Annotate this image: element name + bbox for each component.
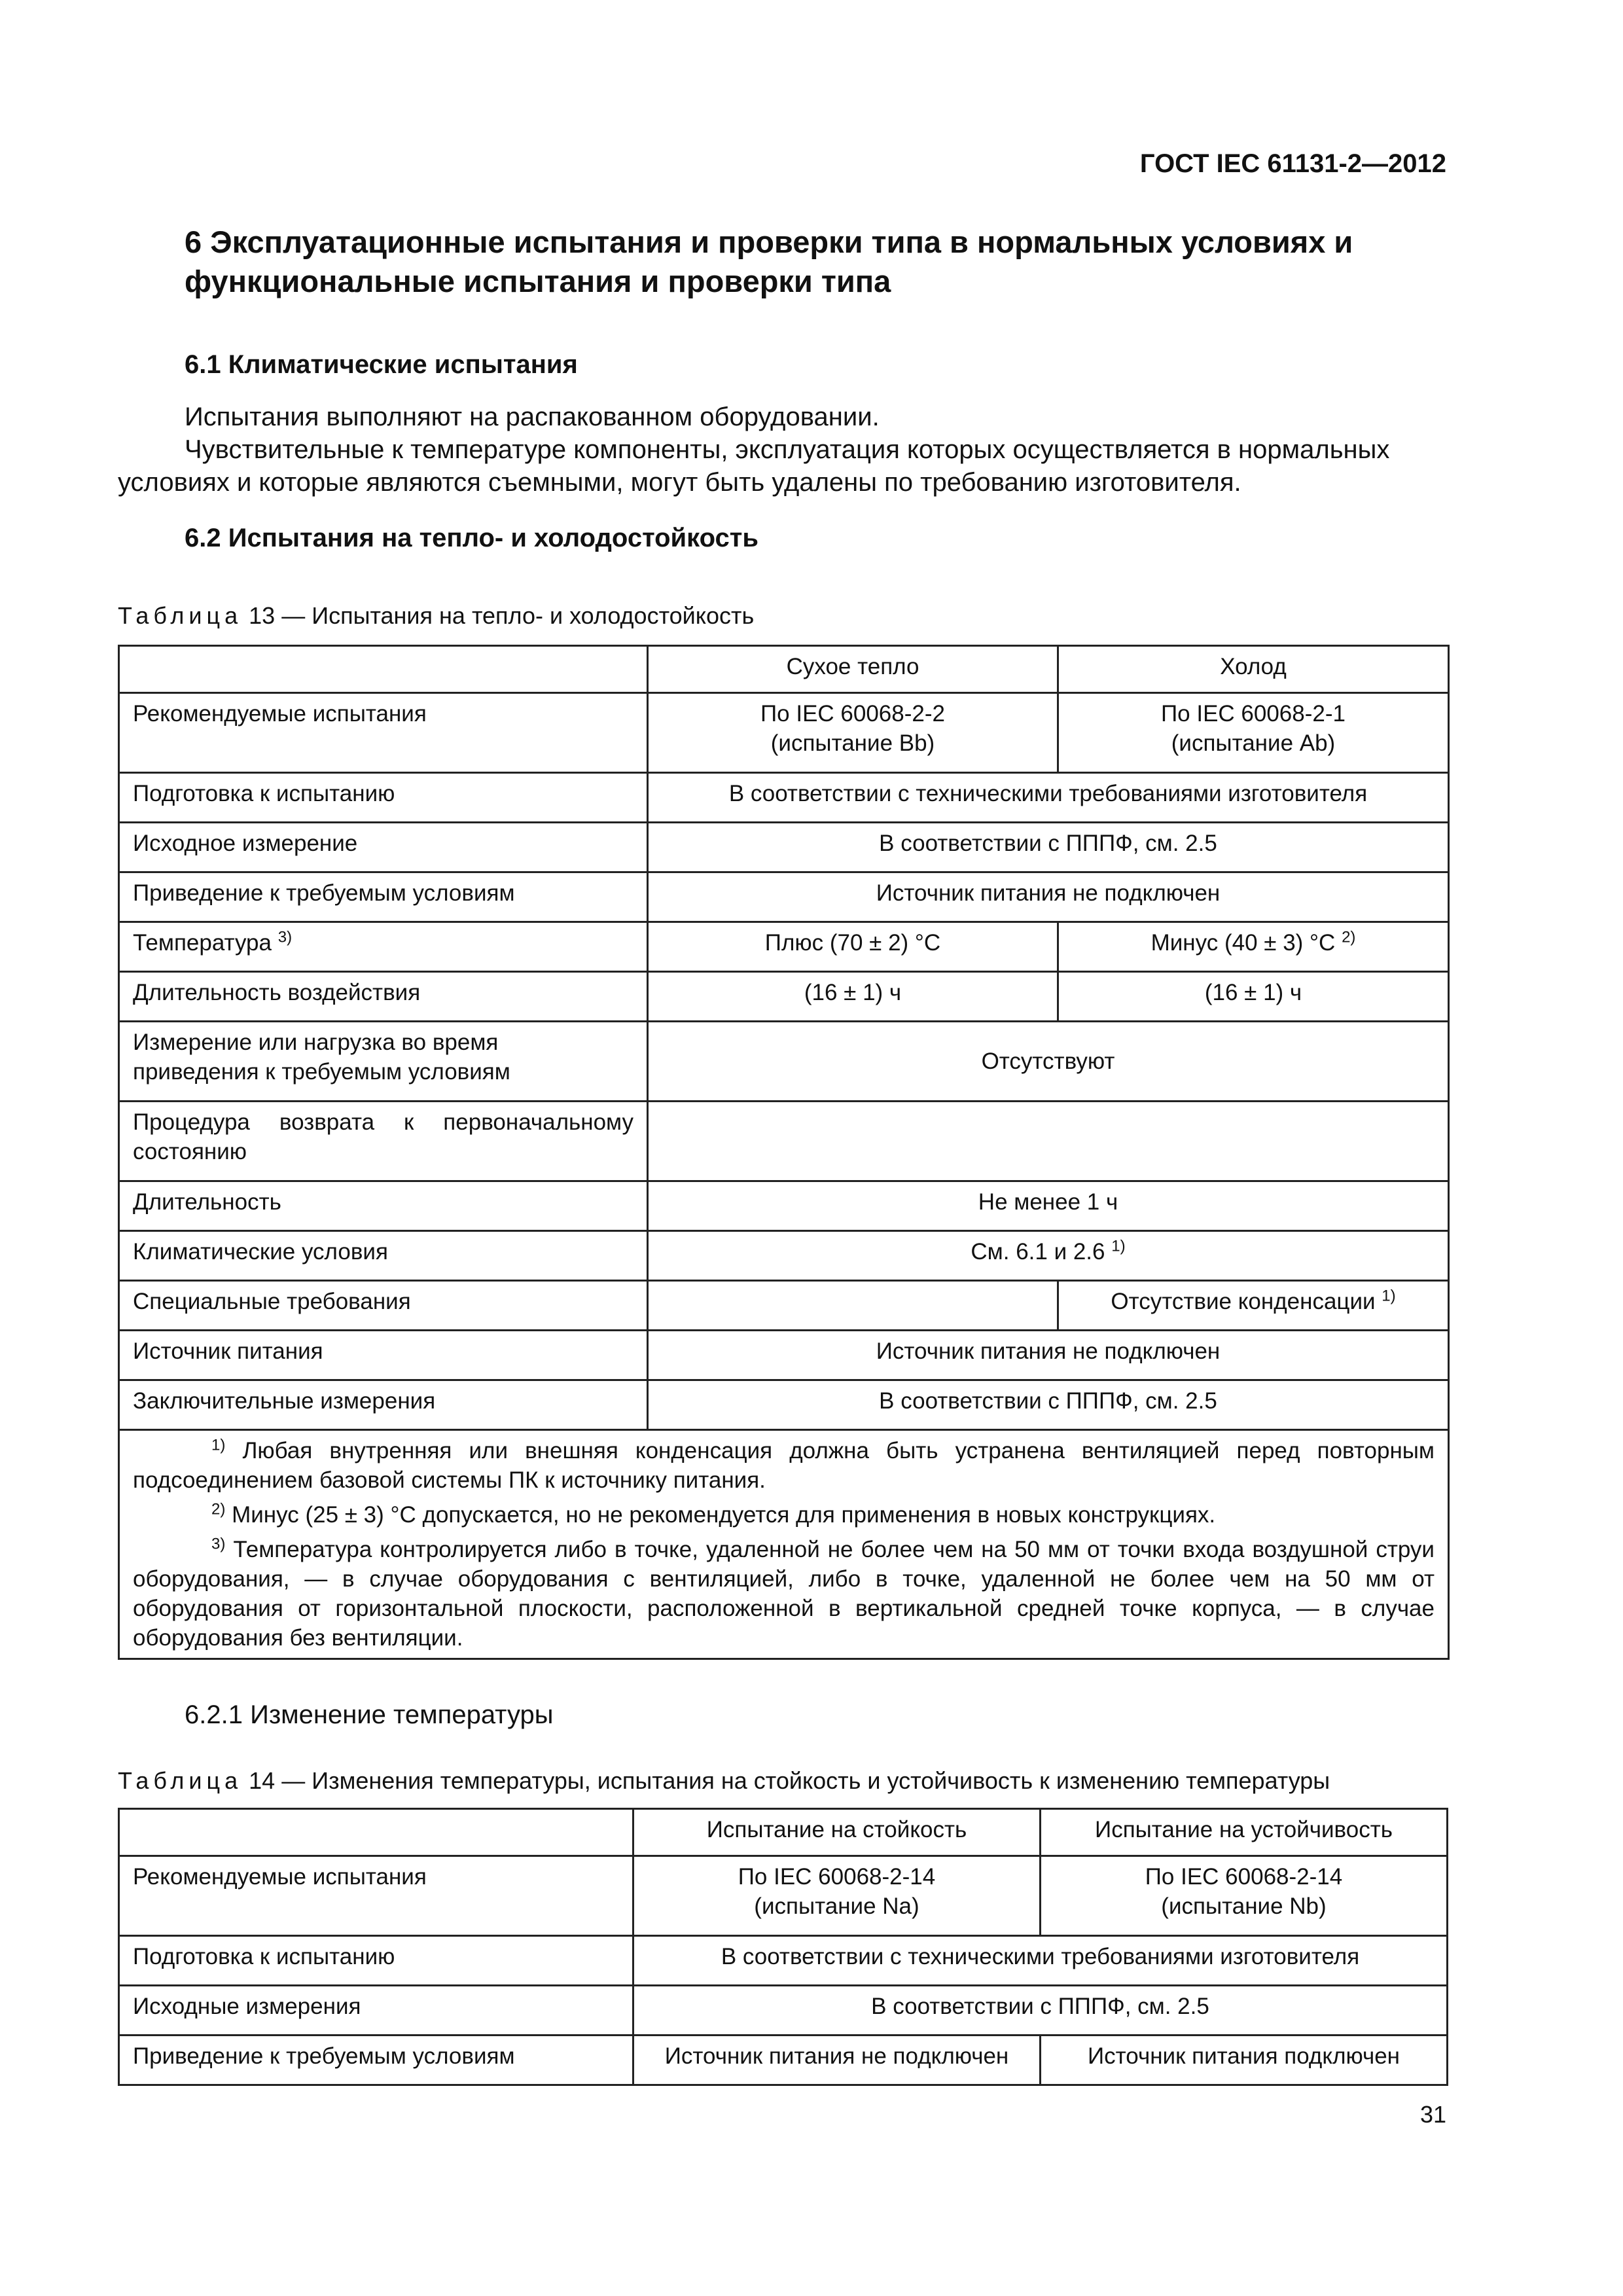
table-cell: В соответствии с ПППФ, см. 2.5: [648, 823, 1449, 872]
paragraph-6-1-1: Испытания выполняют на распакованном оборудовании.: [185, 403, 880, 431]
table-notes-row: [119, 1430, 1449, 1659]
table-14-caption-text: 14 — Изменения температуры, испытания на стойкость и устойчивость к изменению температуры: [242, 1767, 1330, 1794]
column-header-endurance: Испытание на стойкость: [633, 1809, 1041, 1856]
table-row: [119, 1022, 1449, 1102]
footnote-1: [133, 1436, 1435, 1495]
table-row: [119, 646, 1449, 693]
table-13-caption-text: 13 — Испытания на тепло- и холодостойкость: [242, 602, 755, 629]
table-cell-empty: [119, 646, 648, 693]
row-label: [119, 922, 648, 972]
table-row: [119, 1380, 1449, 1430]
label-text: Температура: [133, 930, 272, 956]
label-line: Измерение или нагрузка во время: [133, 1030, 499, 1055]
table-cell: Источник питания не подключен: [648, 872, 1449, 922]
column-header-dry-heat: Сухое тепло: [648, 646, 1058, 693]
table-13-notes: [119, 1430, 1449, 1659]
row-label: Рекомендуемые испытания: [119, 693, 648, 773]
row-label: Заключительные измерения: [119, 1380, 648, 1430]
cell-line: По IEC 60068-2-14: [738, 1864, 936, 1890]
table-14-caption-word: Таблица: [118, 1767, 243, 1794]
table-row: [119, 773, 1449, 823]
row-label: Приведение к требуемым условиям: [119, 2036, 633, 2085]
footnote-ref: 1): [1111, 1237, 1126, 1255]
table-cell: В соответствии с ПППФ, см. 2.5: [648, 1380, 1449, 1430]
cell-text: Минус (40 ± 3) °С: [1150, 930, 1336, 956]
table-13-caption-word: Таблица: [118, 602, 243, 629]
table-row: [119, 1231, 1449, 1281]
table-cell: [633, 1856, 1041, 1936]
cell-text: Отсутствие конденсации: [1111, 1289, 1376, 1314]
table-cell: Отсутствуют: [648, 1022, 1449, 1102]
cell-line: (испытание Na): [754, 1893, 919, 1919]
table-row: [119, 1936, 1448, 1986]
cell-line: (испытание Ab): [1171, 730, 1336, 756]
table-row: [119, 2036, 1448, 2085]
table-cell: Не менее 1 ч: [648, 1181, 1449, 1231]
row-label: Подготовка к испытанию: [119, 1936, 633, 1986]
table-row: [119, 693, 1449, 773]
row-label: Специальные требования: [119, 1281, 648, 1331]
table-cell-empty: [119, 1809, 633, 1856]
table-row: [119, 1331, 1449, 1380]
footnote-mark: 1): [211, 1436, 226, 1454]
table-cell: Источник питания подключен: [1041, 2036, 1448, 2085]
cell-line: По IEC 60068-2-1: [1161, 701, 1346, 726]
cell-line: (испытание Bb): [770, 730, 935, 756]
page-number: 31: [1419, 2101, 1446, 2128]
table-row: [119, 1986, 1448, 2036]
table-cell: [1058, 922, 1449, 972]
table-cell-empty: [648, 1281, 1058, 1331]
table-cell: В соответствии с техническими требованиями изготовителя: [648, 773, 1449, 823]
footnote-3: [133, 1535, 1435, 1653]
table-row: [119, 872, 1449, 922]
table-13-caption: [118, 602, 754, 630]
table-row: [119, 823, 1449, 872]
cell-line: По IEC 60068-2-2: [760, 701, 945, 726]
footnote-mark: 2): [211, 1500, 226, 1518]
row-label: Подготовка к испытанию: [119, 773, 648, 823]
row-label: Рекомендуемые испытания: [119, 1856, 633, 1936]
table-cell-empty: [648, 1102, 1449, 1181]
table-row: [119, 972, 1449, 1022]
footnote-ref: 1): [1382, 1287, 1396, 1305]
table-cell: Источник питания не подключен: [633, 2036, 1041, 2085]
table-row: [119, 922, 1449, 972]
paragraph-6-1-2-line1: Чувствительные к температуре компоненты, эксплуатация которых осуществляется в нормальных: [185, 435, 1390, 464]
subsection-6-2-1-title: 6.2.1 Изменение температуры: [185, 1700, 554, 1729]
footnote-ref: 2): [1342, 928, 1356, 946]
column-header-stability: Испытание на устойчивость: [1041, 1809, 1448, 1856]
table-cell: В соответствии с ПППФ, см. 2.5: [633, 1986, 1448, 2036]
footnote-2: [133, 1500, 1435, 1530]
table-cell: [1058, 693, 1449, 773]
table-cell: В соответствии с техническими требованиями изготовителя: [633, 1936, 1448, 1986]
row-label: Длительность воздействия: [119, 972, 648, 1022]
label-line: состоянию: [133, 1139, 247, 1164]
table-row: [119, 1102, 1449, 1181]
row-label: Исходные измерения: [119, 1986, 633, 2036]
row-label: Длительность: [119, 1181, 648, 1231]
table-cell: [648, 1231, 1449, 1281]
table-row: [119, 1281, 1449, 1331]
section-title-line1: 6 Эксплуатационные испытания и проверки типа в нормальных условиях и: [185, 224, 1353, 259]
table-14-caption: [118, 1767, 1330, 1795]
footnote-text: Любая внутренняя или внешняя конденсация должна быть устранена вентиляцией перед повторным подсоединением базовой системы ПК к источнику питания.: [133, 1438, 1435, 1493]
row-label: Приведение к требуемым условиям: [119, 872, 648, 922]
table-cell: [1041, 1856, 1448, 1936]
table-row: [119, 1809, 1448, 1856]
footnote-text: Минус (25 ± 3) °С допускается, но не рекомендуется для применения в новых конструкциях.: [232, 1502, 1216, 1528]
footnote-ref: 3): [277, 928, 293, 946]
table-cell: Источник питания не подключен: [648, 1331, 1449, 1380]
paragraph-6-1-2-line2: условиях и которые являются съемными, могут быть удалены по требованию изготовителя.: [118, 468, 1241, 497]
label-line: Процедура возврата к первоначальному: [133, 1109, 633, 1135]
table-row: [119, 1181, 1449, 1231]
cell-line: (испытание Nb): [1161, 1893, 1327, 1919]
table-13: [118, 645, 1450, 1660]
table-14: [118, 1808, 1448, 2086]
cell-text: См. 6.1 и 2.6: [971, 1239, 1105, 1265]
row-label: Климатические условия: [119, 1231, 648, 1281]
section-title: [185, 223, 1448, 301]
footnote-text: Температура контролируется либо в точке, удаленной не более чем на 50 мм от точки входа воздушной струи оборудования, — в случае оборудования с вентиляцией, либо в точке, удаленной не более чем на 50 мм от оборудования от горизонтальной плоскости, расположенной в вертикальной средней точке корпуса, — в случае оборудования без вентиляции.: [133, 1537, 1435, 1651]
table-row: [119, 1856, 1448, 1936]
table-cell: (16 ± 1) ч: [648, 972, 1058, 1022]
table-cell: [648, 693, 1058, 773]
row-label: Исходное измерение: [119, 823, 648, 872]
cell-line: По IEC 60068-2-14: [1145, 1864, 1343, 1890]
subsection-6-2-title: 6.2 Испытания на тепло- и холодостойкость: [185, 524, 758, 552]
row-label: Источник питания: [119, 1331, 648, 1380]
row-label: [119, 1102, 648, 1181]
table-cell: (16 ± 1) ч: [1058, 972, 1449, 1022]
footnote-mark: 3): [211, 1535, 226, 1553]
subsection-6-1-title: 6.1 Климатические испытания: [185, 350, 578, 379]
table-cell: [1058, 1281, 1449, 1331]
table-cell: Плюс (70 ± 2) °С: [648, 922, 1058, 972]
column-header-cold: Холод: [1058, 646, 1449, 693]
document-code: ГОСТ IEC 61131-2—2012: [1139, 149, 1446, 178]
label-line: приведения к требуемым условиям: [133, 1059, 510, 1085]
section-title-line2: функциональные испытания и проверки типа: [185, 264, 891, 298]
row-label: [119, 1022, 648, 1102]
